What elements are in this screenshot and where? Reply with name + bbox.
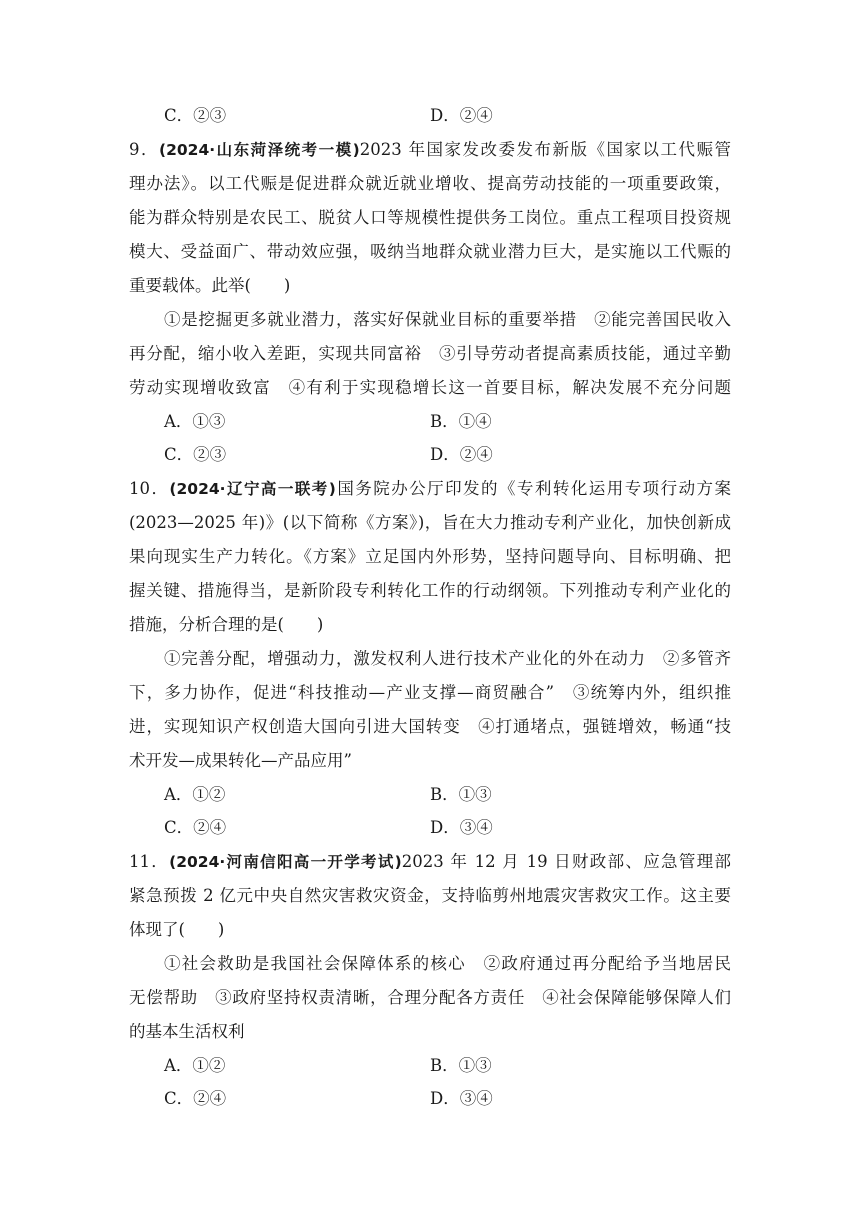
option-c: C．②③ xyxy=(164,445,227,464)
question-stem: 2023 年国家发改委发布新版《国家以工代赈管 xyxy=(359,140,731,159)
option-b: B．①④ xyxy=(430,412,492,431)
option-b: B．①③ xyxy=(430,1056,492,1075)
option-d: D．②④ xyxy=(430,106,493,125)
statement-line: ①社会救助是我国社会保障体系的核心 ②政府通过再分配给予当地居民 xyxy=(164,954,731,973)
option-a: A．①② xyxy=(164,785,226,804)
question-stem: 握关键、措施得当，是新阶段专利转化工作的行动纲领。下列推动专利产业化的 xyxy=(129,581,731,600)
question-stem: 措施，分析合理的是( ) xyxy=(129,615,324,634)
option-d: D．②④ xyxy=(430,445,493,464)
question-stem: 理办法》。以工代赈是促进群众就近就业增收、提高劳动技能的一项重要政策， xyxy=(129,174,731,193)
statement-line: 术开发—成果转化—产品应用” xyxy=(129,751,352,770)
question-stem: 体现了( ) xyxy=(129,920,225,939)
question-stem: (2023—2025 年)》(以下简称《方案》)，旨在大力推动专利产业化，加快创新成 xyxy=(129,513,731,532)
question-10-line-1 xyxy=(129,477,731,501)
option-c: C．②④ xyxy=(164,818,227,837)
question-stem: 重要载体。此举( ) xyxy=(129,276,291,295)
statement-line: 下，多力协作，促进“科技推动—产业支撑—商贸融合” ③统筹内外，组织推 xyxy=(129,683,731,702)
question-stem: 国务院办公厅印发的《专利转化运用专项行动方案 xyxy=(335,479,731,498)
statement-line: 进，实现知识产权创造大国向引进大国转变 ④打通堵点，强链增效，畅通“技 xyxy=(129,717,731,736)
question-11-line-1 xyxy=(129,850,731,874)
statement-line: 再分配，缩小收入差距，实现共同富裕 ③引导劳动者提高素质技能，通过辛勤 xyxy=(129,344,731,363)
question-number: 11． xyxy=(129,852,170,871)
question-number: 10． xyxy=(129,479,170,498)
statement-line: 劳动实现增收致富 ④有利于实现稳增长这一首要目标，解决发展不充分问题 xyxy=(129,378,731,397)
option-a: A．①③ xyxy=(164,412,226,431)
question-stem: 果向现实生产力转化。《方案》立足国内外形势，坚持问题导向、目标明确、把 xyxy=(129,547,731,566)
question-stem: 紧急预拨 2 亿元中央自然灾害救灾资金，支持临剪州地震灾害救灾工作。这主要 xyxy=(129,886,731,905)
question-number: 9． xyxy=(129,140,160,159)
statement-line: ①是挖掘更多就业潜力，落实好保就业目标的重要举措 ②能完善国民收入 xyxy=(164,310,731,329)
question-9-line-1 xyxy=(129,138,731,162)
option-c: C．②③ xyxy=(164,106,227,125)
statement-line: 的基本生活权利 xyxy=(129,1022,245,1041)
option-a: A．①② xyxy=(164,1056,226,1075)
option-d: D．③④ xyxy=(430,1089,493,1108)
option-d: D．③④ xyxy=(430,818,493,837)
statement-line: 无偿帮助 ③政府坚持权责清晰，合理分配各方责任 ④社会保障能够保障人们 xyxy=(129,988,731,1007)
question-stem: 能为群众特别是农民工、脱贫人口等规模性提供务工岗位。重点工程项目投资规 xyxy=(129,208,731,227)
question-source: (2024·山东菏泽统考一模) xyxy=(159,141,360,159)
question-source: (2024·辽宁高一联考) xyxy=(169,480,336,498)
option-b: B．①③ xyxy=(430,785,492,804)
question-source: (2024·河南信阳高一开学考试) xyxy=(169,853,402,871)
question-stem: 2023 年 12 月 19 日财政部、应急管理部 xyxy=(401,852,731,871)
option-c: C．②④ xyxy=(164,1089,227,1108)
statement-line: ①完善分配，增强动力，激发权利人进行技术产业化的外在动力 ②多管齐 xyxy=(164,649,731,668)
question-stem: 模大、受益面广、带动效应强，吸纳当地群众就业潜力巨大，是实施以工代赈的 xyxy=(129,242,731,261)
